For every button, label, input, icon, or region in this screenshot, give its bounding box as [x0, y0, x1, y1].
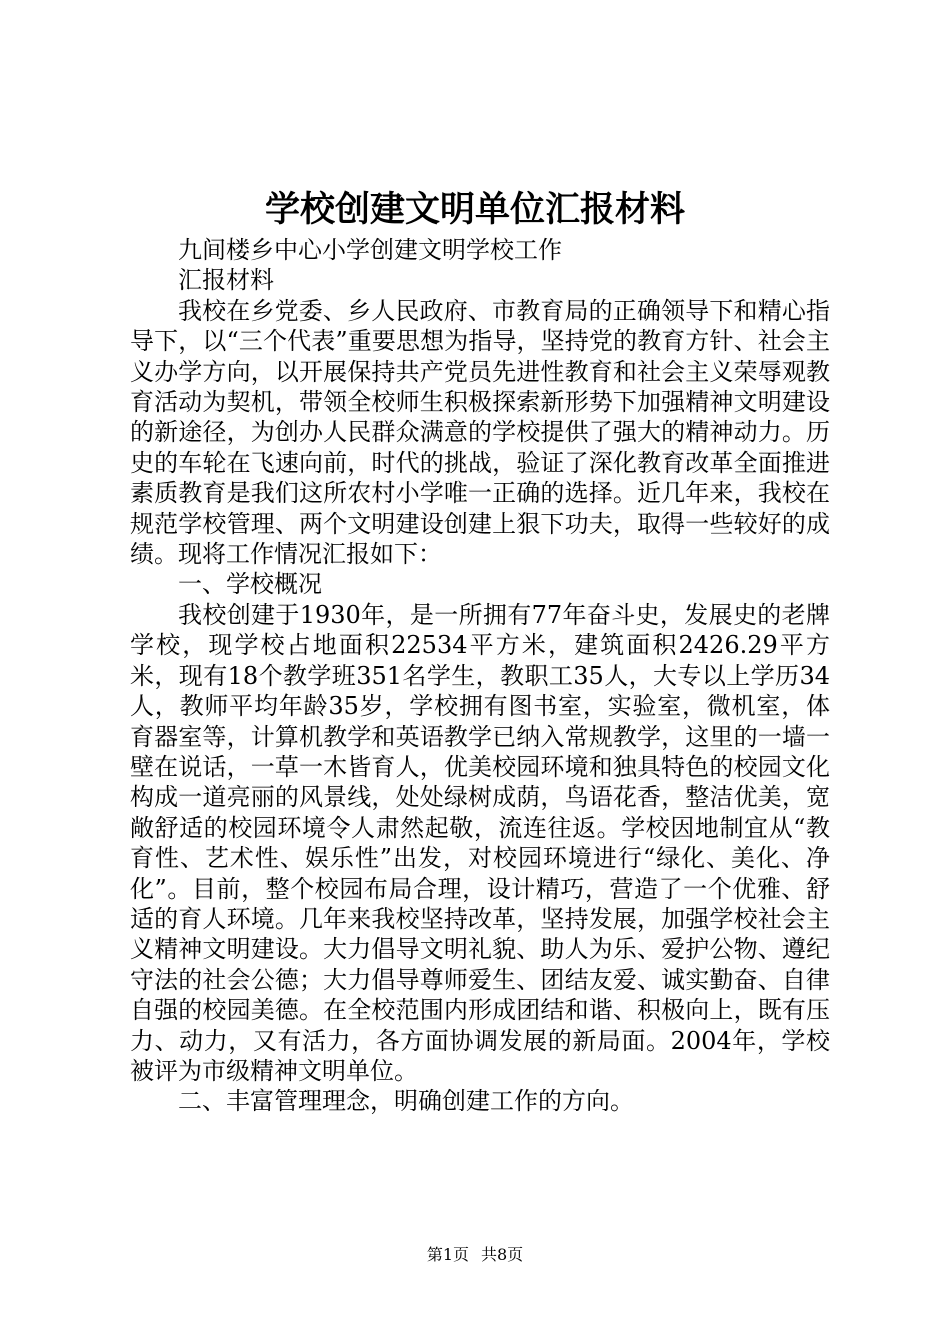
section-heading-1: 一、学校概况 — [178, 570, 322, 599]
document-body — [130, 235, 830, 1117]
page-footer — [0, 1244, 950, 1266]
document-title: 学校创建文明单位汇报材料 — [264, 189, 685, 230]
paragraph-school-overview: 我校创建于1930年，是一所拥有77年奋斗史，发展史的老牌学校，现学校占地面积22534平方米，建筑面积2426.29平方米，现有18个教学班351名学生，教职工35人，大专以上学历34人，教师平均年龄35岁，学校拥有图书室，实验室，微机室，体育器室等，计算机教学和英语教学已纳入常规教学，这里的一墙一壁在说话，一草一木皆育人，优美校园环境和独具特色的校园文化构成一道亮丽的风景线，处处绿树成荫，鸟语花香，整洁优美，宽敞舒适的校园环境令人肃然起敬，流连往返。学校因地制宜从“教育性、艺术性、娱乐性”出发，对校园环境进行“绿化、美化、净化”。目前，整个校园布局合理，设计精巧，营造了一个优雅、舒适的育人环境。几年来我校坚持改革，坚持发展，加强学校社会主义精神文明建设。大力倡导文明礼貌、助人为乐、爱护公物、遵纪守法的社会公德；大力倡导尊师爱生、团结友爱、诚实勤奋、自律自强的校园美德。在全校范围内形成团结和谐、积极向上，既有压力、动力，又有活力，各方面协调发展的新局面。2004年，学校被评为市级精神文明单位。 — [130, 600, 830, 1085]
section-heading-2: 二、丰富管理理念，明确创建工作的方向。 — [178, 1087, 634, 1116]
page-number-total: 共8页 — [481, 1245, 524, 1264]
paragraph-intro: 我校在乡党委、乡人民政府、市教育局的正确领导下和精心指导下，以“三个代表”重要思想为指导，坚持党的教育方针、社会主义办学方向，以开展保持共产党员先进性教育和社会主义荣辱观教育活动为契机，带领全校师生积极探索新形势下加强精神文明建设的新途径，为创办人民群众满意的学校提供了强大的精神动力。历史的车轮在飞速向前，时代的挑战，验证了深化教育改革全面推进素质教育是我们这所农村小学唯一正确的选择。近几年来，我校在规范学校管理、两个文明建设创建上狠下功夫，取得一些较好的成绩。现将工作情况汇报如下： — [130, 296, 830, 569]
subtitle-line-2: 汇报材料 — [178, 266, 274, 295]
page-number-current: 第1页 — [426, 1245, 469, 1264]
subtitle-line-1: 九间楼乡中心小学创建文明学校工作 — [178, 236, 562, 264]
